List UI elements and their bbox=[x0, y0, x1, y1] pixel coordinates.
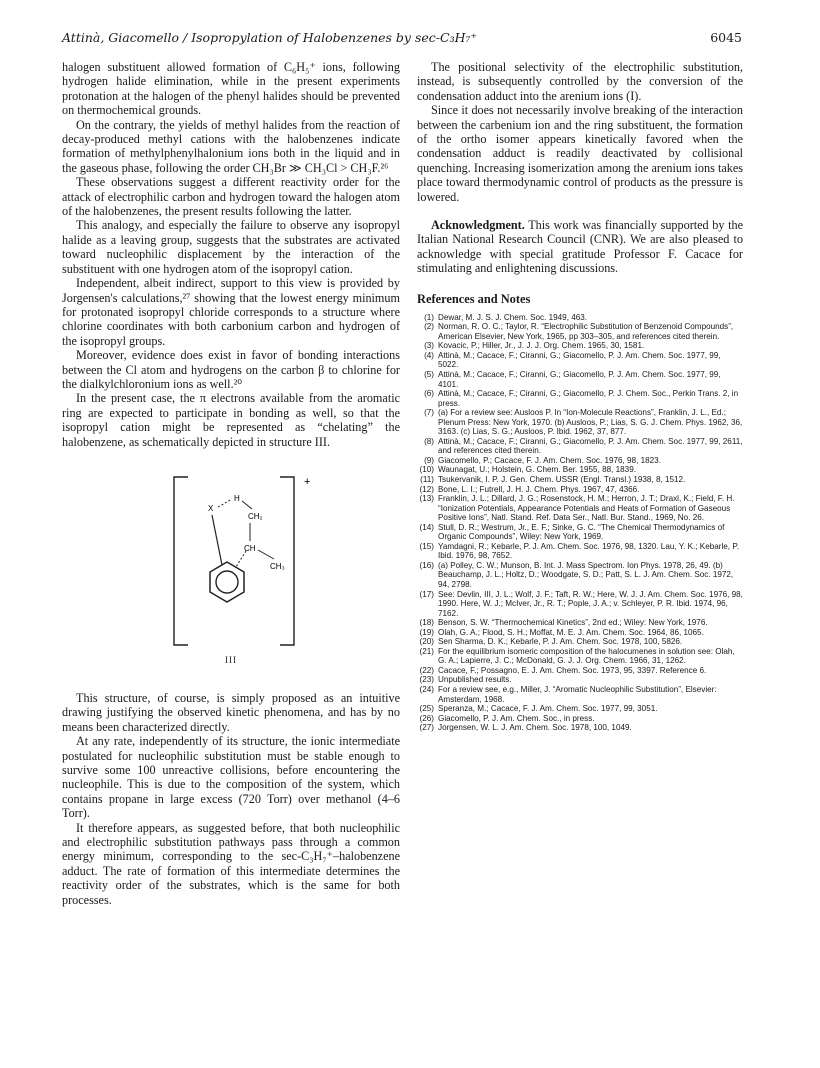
reference-number: (21) bbox=[419, 646, 434, 656]
ch-ch3-bond bbox=[258, 550, 274, 559]
x-h-interaction bbox=[218, 499, 232, 507]
reference-text: Attinà, M.; Cacace, F.; Ciranni, G.; Giacomello, P. J. Chem. Soc., Perkin Trans. 2, in press. bbox=[438, 389, 739, 408]
group-ch3: CH₃ bbox=[270, 561, 285, 571]
right-column bbox=[417, 60, 743, 733]
reference-number: (2) bbox=[424, 322, 434, 332]
reference-text: Tsukervanik, I. P. J. Gen. Chem. USSR (Engl. Transl.) 1938, 8, 1512. bbox=[438, 474, 686, 484]
reference-number: (20) bbox=[419, 637, 434, 647]
reference-number: (13) bbox=[419, 494, 434, 504]
paragraph: halogen substituent allowed formation of C₆H₅⁺ ions, following hydrogen halide elimination, while in the present experiments protonation at the halogen of the phenyl halides should be prevented on thermochemical grounds. bbox=[62, 60, 400, 118]
paragraph: Independent, albeit indirect, support to this view is provided by Jorgensen's calculations,²⁷ showing that the lowest energy minimum for protonated isopropyl chloride corresponds to a structure where chlorine coordinates with both carbonium carbon and hydrogen of the isopropyl groups. bbox=[62, 276, 400, 348]
reference-text: Jorgensen, W. L. J. Am. Chem. Soc. 1978, 100, 1049. bbox=[438, 723, 632, 733]
atom-h: H bbox=[234, 493, 240, 503]
reference-item bbox=[417, 322, 743, 341]
reference-item bbox=[417, 523, 743, 542]
reference-text: Kovacic, P.; Hiller, Jr., J. J. J. Org. Chem. 1965, 30, 1581. bbox=[438, 341, 645, 351]
right-bracket bbox=[280, 477, 294, 645]
left-column bbox=[62, 60, 400, 907]
reference-number: (12) bbox=[419, 484, 434, 494]
reference-text: (a) Polley, C. W.; Munson, B. Int. J. Mass Spectrom. Ion Phys. 1978, 26, 49. (b) Beauchamp, J. L.; Holtz, D.; Woodgate, S. D.; Patt, S. L. J. Am. Chem. Soc. 1972, 94, 2798. bbox=[438, 560, 734, 589]
paragraph: This structure, of course, is simply proposed as an intuitive drawing justifying the observed kinetic phenomena, and has by no means been characterized directly. bbox=[62, 690, 400, 734]
paragraph: It therefore appears, as suggested before, that both nucleophilic and electrophilic substitution pathways pass through a common energy minimum, corresponding to the sec-C₃H₇⁺–halobenzene adduct. The rate of formation of this intermediate determines the reactivity order of the substrates, which is the same for both processes. bbox=[62, 820, 400, 907]
reference-text: Waunagat, U.; Holstein, G. Chem. Ber. 1955, 88, 1839. bbox=[438, 465, 636, 475]
reference-number: (25) bbox=[419, 704, 434, 714]
reference-number: (9) bbox=[424, 455, 434, 465]
references-title: References and Notes bbox=[417, 291, 531, 306]
reference-text: For a review see, e.g., Miller, J. “Aromatic Nucleophilic Substitution”, Elsevier: Amsterdam, 1968. bbox=[438, 685, 717, 704]
reference-item bbox=[417, 408, 743, 437]
reference-item bbox=[417, 389, 743, 408]
reference-number: (11) bbox=[420, 474, 434, 484]
reference-item bbox=[417, 437, 743, 456]
reference-text: Giacomello, P.; Cacace, F. J. Am. Chem. Soc. 1976, 98, 1823. bbox=[438, 455, 661, 465]
reference-number: (10) bbox=[419, 465, 434, 475]
group-ch: CH bbox=[244, 543, 256, 553]
reference-item bbox=[417, 561, 743, 590]
reference-text: For the equilibrium isomeric composition of the halocumenes in solution see: Olah, G. A.; Lapierre, J. C.; McDonald, G. J. J. Org. Chem. 1966, 31, 1262. bbox=[438, 646, 735, 666]
reference-number: (17) bbox=[419, 589, 434, 599]
page-header bbox=[62, 30, 742, 48]
reference-item bbox=[417, 685, 743, 704]
reference-item bbox=[417, 628, 743, 638]
reference-item bbox=[417, 475, 743, 485]
structure-III-drawing bbox=[62, 455, 400, 687]
acknowledgment bbox=[417, 218, 743, 276]
reference-text: Attinà, M.; Cacace, F.; Ciranni, G.; Giacomello, P. J. Am. Chem. Soc. 1977, 99, 5022. bbox=[438, 350, 721, 370]
reference-item bbox=[417, 485, 743, 495]
reference-number: (1) bbox=[424, 312, 434, 322]
reference-number: (14) bbox=[419, 522, 434, 532]
reference-item bbox=[417, 675, 743, 685]
atom-x: X bbox=[208, 503, 214, 513]
reference-item bbox=[417, 647, 743, 666]
reference-text: Stull, D. R.; Westrum, Jr., E. F.; Sinke, G. C. “The Chemical Thermodynamics of Organic Compounds”, Wiley: New York, 1969. bbox=[438, 522, 725, 542]
reference-text: See: Devlin, III, J. L.; Wolf, J. F.; Taft, R. W.; Here, W. J. J. Am. Chem. Soc. 1976, 98, 1990. Here, W. J.; McIver, Jr., R. T.; Pople, J. A.; v. Schleyer, P. R. Ibid. 1974, 96, 7162. bbox=[438, 589, 743, 618]
reference-item bbox=[417, 465, 743, 475]
reference-item bbox=[417, 341, 743, 351]
reference-text: Franklin, J. L.; Dillard, J. G.; Rosenstock, H. M.; Herron, J. T.; Draxl, K.; Field, F. H. “Ionization Potentials, Appearance Potentials and Heats of Formation of Gaseous Positive Ions”, Natl. Stand. Ref. Data Ser., Natl. Bur. Stand., 1969, No. 26. bbox=[438, 494, 735, 523]
running-head: Attinà, Giacomello / Isopropylation of Halobenzenes by sec-C₃H₇⁺ bbox=[62, 30, 478, 45]
reference-text: Olah, G. A.; Flood, S. H.; Moffat, M. E. J. Am. Chem. Soc. 1964, 86, 1065. bbox=[438, 627, 704, 637]
reference-number: (27) bbox=[419, 723, 434, 733]
reference-text: Attinà, M.; Cacace, F.; Ciranni, G.; Giacomello, P. J. Am. Chem. Soc. 1977, 99, 4101. bbox=[438, 369, 721, 389]
reference-text: Unpublished results. bbox=[438, 675, 512, 685]
paragraph: This analogy, and especially the failure to observe any isopropyl halide as a leaving group, suggests that the substrates are activated toward nucleophilic displacement by the interaction of the substituent with one hydrogen atom of the isopropyl cation. bbox=[62, 218, 400, 276]
reference-number: (22) bbox=[419, 665, 434, 675]
reference-text: Attinà, M.; Cacace, F.; Ciranni, G.; Giacomello, P. J. Am. Chem. Soc. 1977, 99, 2611, and references cited therein. bbox=[438, 436, 743, 456]
reference-item bbox=[417, 618, 743, 628]
structure-label: III bbox=[225, 654, 237, 665]
ch-ring-interaction bbox=[236, 551, 246, 567]
reference-number: (7) bbox=[424, 408, 434, 418]
ring-x-bond bbox=[212, 515, 222, 565]
paragraph: Moreover, evidence does exist in favor of bonding interactions between the Cl atom and hydrogens on the carbon β to chlorine for the dialkylchloronium ions as well.²⁰ bbox=[62, 348, 400, 391]
paragraph: On the contrary, the yields of methyl halides from the reaction of decay-produced methyl cations with the halobenzenes indicate formation of methylphenylhalonium ions both in the liquid and in the gaseous phase, following the order CH₃Br ≫ CH₃Cl > CH₃F.²⁶ bbox=[62, 117, 400, 175]
reference-number: (15) bbox=[419, 541, 434, 551]
reference-number: (4) bbox=[424, 350, 434, 360]
reference-item bbox=[417, 370, 743, 389]
reference-text: Benson, S. W. “Thermochemical Kinetics”, 2nd ed.; Wiley: New York, 1976. bbox=[438, 618, 708, 628]
reference-list bbox=[417, 313, 743, 733]
acknowledgment-heading: Acknowledgment. bbox=[431, 218, 525, 233]
paragraph: At any rate, independently of its structure, the ionic intermediate postulated for nucleophilic substitution must be stable enough to survive some 100 unreactive collisions, before encountering the nucleophile. This is due to the composition of the system, which contains propane in large excess (720 Torr) over methanol (4–6 Torr). bbox=[62, 734, 400, 821]
page-number: 6045 bbox=[710, 30, 742, 45]
reference-item bbox=[417, 704, 743, 714]
reference-text: Yamdagni, R.; Kebarle, P. J. Am. Chem. Soc. 1976, 98, 1320. Lau, Y. K.; Kebarle, P. Ibid. 1976, 98, 7652. bbox=[438, 541, 739, 561]
reference-text: Giacomello, P. J. Am. Chem. Soc., in press. bbox=[438, 713, 595, 723]
aromatic-circle bbox=[216, 571, 238, 593]
reference-number: (8) bbox=[424, 436, 434, 446]
h-ch2-bond bbox=[242, 501, 252, 509]
reference-number: (3) bbox=[424, 341, 434, 351]
reference-item bbox=[417, 351, 743, 370]
reference-number: (23) bbox=[419, 675, 434, 685]
reference-item bbox=[417, 637, 743, 647]
reference-item bbox=[417, 714, 743, 724]
reference-text: Speranza, M.; Cacace, F. J. Am. Chem. Soc. 1977, 99, 3051. bbox=[438, 704, 658, 714]
reference-number: (18) bbox=[419, 618, 434, 628]
group-ch2: CH₂ bbox=[248, 511, 263, 521]
reference-item bbox=[417, 666, 743, 676]
reference-text: Bone, L. I.; Futrell, J. H. J. Chem. Phys. 1967, 47, 4366. bbox=[438, 484, 640, 494]
reference-text: Sen Sharma, D. K.; Kebarle, P. J. Am. Chem. Soc. 1978, 100, 5826. bbox=[438, 637, 683, 647]
reference-item bbox=[417, 313, 743, 323]
reference-item bbox=[417, 494, 743, 523]
reference-text: Norman, R. O. C.; Taylor, R. “Electrophilic Substitution of Benzenoid Compounds”, American Elsevier, New York, 1965, pp 303–305, and references cited therein. bbox=[438, 322, 734, 341]
structure-III-figure bbox=[62, 455, 400, 687]
reference-text: Dewar, M. J. S. J. Chem. Soc. 1949, 463. bbox=[438, 312, 588, 322]
left-bracket bbox=[174, 477, 188, 645]
charge-plus: + bbox=[304, 475, 311, 488]
paragraph: The positional selectivity of the electrophilic substitution, instead, is subsequently controlled by the conversion of the condensation adduct into the arenium ions (I). bbox=[417, 60, 743, 103]
acknowledgment-text: This work was financially supported by the Italian National Research Council (CNR). We are also pleased to acknowledge with special gratitude Professor F. Cacace for stimulating and enlightening discussions. bbox=[417, 218, 743, 276]
reference-text: Cacace, F.; Possagno, E. J. Am. Chem. Soc. 1973, 95, 3397. Reference 6. bbox=[438, 665, 707, 675]
reference-item bbox=[417, 723, 743, 733]
paragraph: These observations suggest a different reactivity order for the attack of electrophilic carbon and hydrogen toward the halogen atom of the halobenzenes, the present results following the latter. bbox=[62, 175, 400, 219]
reference-number: (5) bbox=[424, 369, 434, 379]
reference-number: (6) bbox=[424, 389, 434, 399]
reference-number: (24) bbox=[419, 685, 434, 695]
reference-item bbox=[417, 590, 743, 619]
benzene-ring bbox=[210, 562, 244, 602]
paragraph: In the present case, the π electrons available from the aromatic ring are expected to participate in bonding as well, so that the isopropyl cation might be represented as “chelating” the halobenzene, as schematically depicted in structure III. bbox=[62, 391, 400, 449]
reference-number: (26) bbox=[419, 713, 434, 723]
paragraph: Since it does not necessarily involve breaking of the interaction between the carbenium ion and the ring substituent, the formation of the ortho isomer appears kinetically favored when the condensation adduct is readily deactivated by collisional quenching. Increasing isomerization among the arenium ions takes place toward thermodynamic control of products as the pressure is lowered. bbox=[417, 103, 743, 204]
reference-number: (19) bbox=[419, 627, 434, 637]
reference-text: (a) For a review see: Ausloos P. In “Ion-Molecule Reactions”, Franklin, J. L., Ed.; Plenum Press: New York, 1970. (b) Ausloos, P.; Lias, S. G. J. Chem. Phys. 1962, 36, 3163. (c) Lias, S. G.; Ausloos, P. Ibid. 1962, 37, 877. bbox=[438, 408, 743, 437]
reference-number: (16) bbox=[419, 560, 434, 570]
reference-item bbox=[417, 542, 743, 561]
reference-item bbox=[417, 456, 743, 466]
